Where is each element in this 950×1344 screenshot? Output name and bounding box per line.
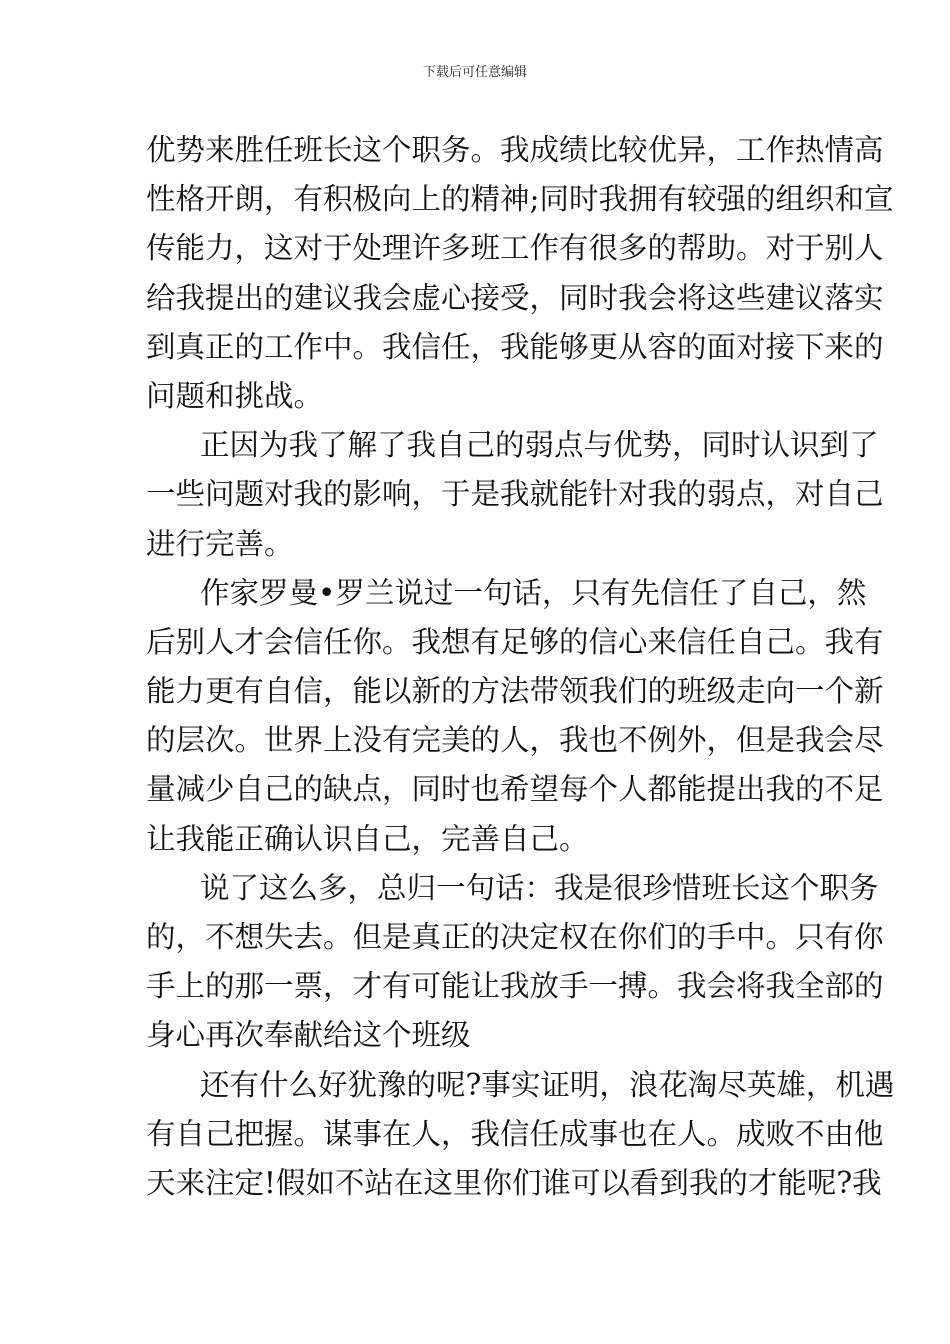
paragraph-first-line: 作家罗曼•罗兰说过一句话，只有先信任了自己，然	[200, 575, 867, 610]
paragraph-first-line: 正因为我了解了我自己的弱点与优势，同时认识到了	[200, 428, 879, 463]
document-body	[146, 126, 895, 1208]
text-line: 的，不想失去。但是真正的决定权在你们的手中。只有你	[146, 920, 884, 954]
text-line: 手上的那一票，才有可能让我放手一搏。我会将我全部的	[146, 969, 884, 1004]
text-line: 的层次。世界上没有完美的人，我也不例外，但是我会尽	[146, 723, 884, 758]
text-line: 问题和挑战。	[146, 378, 324, 413]
text-line: 一些问题对我的影响，于是我就能针对我的弱点，对自己	[146, 477, 884, 512]
text-line: 到真正的工作中。我信任，我能够更从容的面对接下来的	[146, 329, 884, 364]
paragraph-first-line: 说了这么多，总归一句话：我是很珍惜班长这个职务	[200, 870, 879, 905]
text-line: 量减少自己的缺点，同时也希望每个人都能提出我的不足	[146, 772, 884, 807]
text-line: 有自己把握。谋事在人，我信任成事也在人。成败不由他	[146, 1116, 884, 1151]
text-line: 给我提出的建议我会虚心接受，同时我会将这些建议落实	[146, 280, 884, 315]
text-line: 后别人才会信任你。我想有足够的信心来信任自己。我有	[146, 624, 884, 659]
text-line: 传能力，这对于处理许多班工作有很多的帮助。对于别人	[146, 231, 884, 266]
text-line: 天来注定!假如不站在这里你们谁可以看到我的才能呢?我	[146, 1165, 882, 1200]
text-line: 性格开朗，有积极向上的精神;同时我拥有较强的组织和宣	[146, 182, 894, 217]
text-line: 让我能正确认识自己，完善自己。	[146, 821, 589, 856]
text-line: 进行完善。	[146, 526, 294, 561]
text-line: 身心再次奉献给这个班级	[146, 1018, 471, 1053]
paragraph-first-line: 还有什么好犹豫的呢?事实证明，浪花淘尽英雄，机遇	[200, 1067, 895, 1102]
text-line: 能力更有自信，能以新的方法带领我们的班级走向一个新	[146, 674, 884, 709]
text-line: 优势来胜任班长这个职务。我成绩比较优异，工作热情高	[146, 133, 884, 167]
page-header: 下载后可任意编辑	[422, 65, 527, 80]
